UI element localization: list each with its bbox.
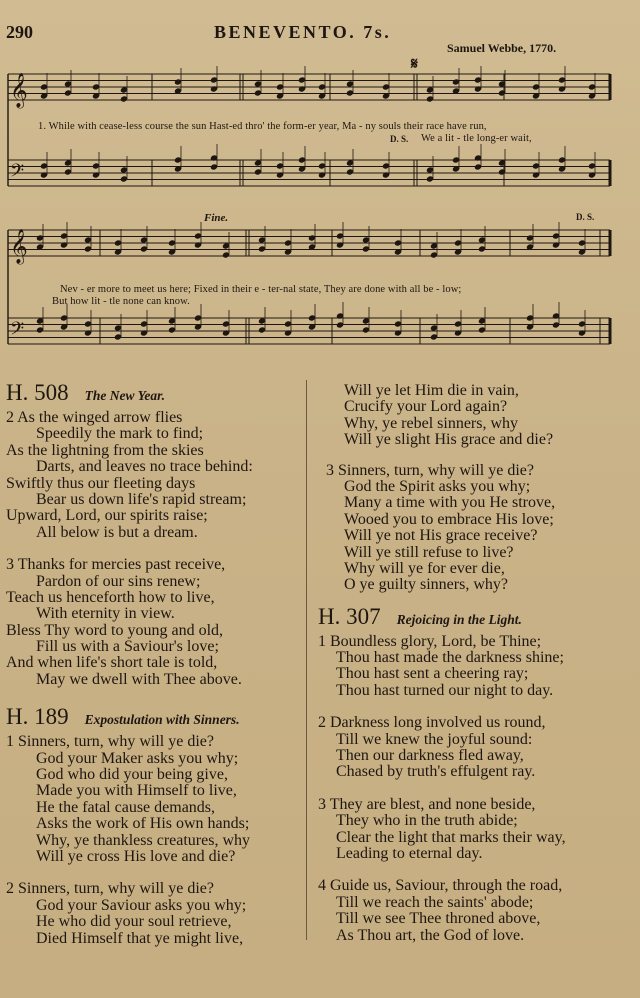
verse-line: 1 Boundless glory, Lord, be Thine; (318, 632, 542, 650)
lyrics-system2-line2: But how lit - tle none can know. (52, 296, 190, 307)
column-divider (306, 380, 307, 940)
verse-line: Why, ye thankless creatures, why (36, 831, 250, 849)
hymn-title: Expostulation with Sinners. (84, 712, 240, 728)
verse-line: Upward, Lord, our spirits raise; (6, 507, 208, 525)
verse-line: God your Maker asks you why; (36, 749, 239, 767)
verse-line: Till we knew the joyful sound: (336, 730, 533, 748)
verse-line: God who did your being give, (36, 766, 228, 784)
hymn-number: H. 508 (6, 380, 69, 405)
verse-line: Will ye cross His love and die? (36, 847, 236, 865)
verse-line: 2 Darkness long involved us round, (318, 714, 546, 732)
verse-line: As the lightning from the skies (6, 441, 204, 459)
lyrics-system1-line2: We a lit - tle long-er wait, (421, 133, 532, 144)
verse-line: May we dwell with Thee above. (36, 670, 242, 688)
verse-line: Till we reach the saints' abode; (336, 893, 534, 911)
verse-line: Crucify your Lord again? (344, 398, 508, 416)
stanza-continuation (318, 383, 636, 449)
verse-line: 2 As the winged arrow flies (6, 409, 183, 426)
verse-line: Why will ye for ever die, (344, 559, 505, 577)
verse-line: As Thou art, the God of love. (336, 926, 525, 944)
tune-meter: 7s. (363, 22, 392, 42)
stanza (6, 734, 304, 865)
verse-line: Died Himself that ye might live, (36, 929, 244, 947)
verse-line: God the Spirit asks you why; (344, 477, 531, 495)
verse-line: Made you with Himself to live, (36, 782, 237, 800)
bass-clef: 𝄢 (10, 161, 25, 186)
verse-line: He who did your soul retrieve, (36, 913, 232, 931)
verse-line: 3 They are blest, and none beside, (318, 795, 536, 813)
stanza (6, 410, 304, 541)
verse-line: Asks the work of His own hands; (36, 815, 250, 833)
verse-line: 1 Sinners, turn, why will ye die? (6, 733, 214, 751)
verse-line: And when life's short tale is told, (6, 654, 218, 672)
verse-line: Will ye let Him die in vain, (344, 382, 519, 399)
fine-marker: Fine. (204, 212, 229, 224)
verse-line: Will ye not His grace receive? (344, 527, 538, 545)
verse-line: 4 Guide us, Saviour, through the road, (318, 877, 563, 895)
verse-line: Darts, and leaves no trace behind: (36, 458, 253, 476)
hymn-number: H. 307 (318, 603, 381, 629)
hymn-title: The New Year. (84, 388, 165, 403)
verse-line: With eternity in view. (36, 605, 175, 623)
stanza (6, 557, 304, 688)
treble-clef: 𝄞 (10, 73, 28, 108)
stanza (6, 881, 304, 947)
verse-line: Fill us with a Saviour's love; (36, 638, 219, 656)
verse-line: Bear us down life's rapid stream; (36, 490, 247, 508)
ds-marker-end: D. S. (576, 212, 595, 222)
verse-line: Swiftly thus our fleeting days (6, 474, 196, 492)
hymn-title: Rejoicing in the Light. (396, 611, 522, 627)
verse-line: Wooed you to embrace His love; (344, 510, 554, 528)
verse-line: Thou hast sent a cheering ray; (336, 665, 529, 683)
verse-line: Teach us henceforth how to live, (6, 588, 215, 606)
bass-clef: 𝄢 (10, 319, 25, 344)
verse-line: Pardon of our sins renew; (36, 572, 201, 590)
lyrics-system1-line1: 1. While with cease-less course the sun Hast-ed thro' the form-er year, Ma - ny souls their race have run, (38, 121, 487, 132)
lyrics-system2-line1: Nev - er more to meet us here; Fixed in their e - ter-nal state, They are done with all be - low; (60, 284, 462, 295)
page-number: 290 (6, 22, 33, 42)
verse-line: 3 Sinners, turn, why will ye die? (326, 461, 534, 479)
verse-line: Thou hast turned our night to day. (336, 681, 554, 699)
ds-marker-top: D. S. (390, 134, 409, 144)
verse-line: He the fatal cause demands, (36, 798, 216, 816)
stanza (318, 715, 636, 781)
verse-line: Leading to eternal day. (336, 844, 483, 862)
verse-line: 3 Thanks for mercies past receive, (6, 556, 226, 574)
verse-line: Speedily the mark to find; (36, 425, 204, 443)
hymn-307 (318, 604, 636, 944)
verse-line: God your Saviour asks you why; (36, 896, 247, 914)
verse-line: Clear the light that marks their way, (336, 828, 566, 846)
stanza (318, 634, 636, 700)
hymn-number: H. 189 (6, 704, 69, 730)
verse-line: 2 Sinners, turn, why will ye die? (6, 880, 214, 898)
stanza (318, 797, 636, 863)
left-column (6, 380, 304, 963)
verse-line: All below is but a dream. (36, 523, 198, 541)
verse-line: Will ye slight His grace and die? (344, 431, 554, 449)
right-column (318, 383, 636, 960)
verse-line: Then our darkness fled away, (336, 747, 524, 765)
segno-mark: 𝄋 (411, 56, 418, 73)
verse-line: Many a time with you He strove, (344, 494, 556, 512)
hymn-508 (6, 380, 304, 688)
verse-line: O ye guilty sinners, why? (344, 576, 508, 594)
verse-line: Thou hast made the darkness shine; (336, 649, 564, 667)
verse-line: They who in the truth abide; (336, 812, 518, 830)
stanza (318, 878, 636, 944)
hymn-189 (6, 704, 304, 947)
verse-line: Till we see Thee throned above, (336, 910, 541, 928)
tune-name: BENEVENTO. (214, 22, 357, 42)
treble-clef: 𝄞 (10, 229, 28, 264)
stanza (318, 463, 636, 594)
verse-line: Will ye still refuse to live? (344, 543, 514, 561)
verse-line: Why, ye rebel sinners, why (344, 414, 519, 432)
verse-line: Bless Thy word to young and old, (6, 621, 224, 639)
music-score (0, 0, 640, 370)
composer-credit: Samuel Webbe, 1770. (447, 41, 557, 55)
verse-line: Chased by truth's effulgent ray. (336, 763, 536, 781)
